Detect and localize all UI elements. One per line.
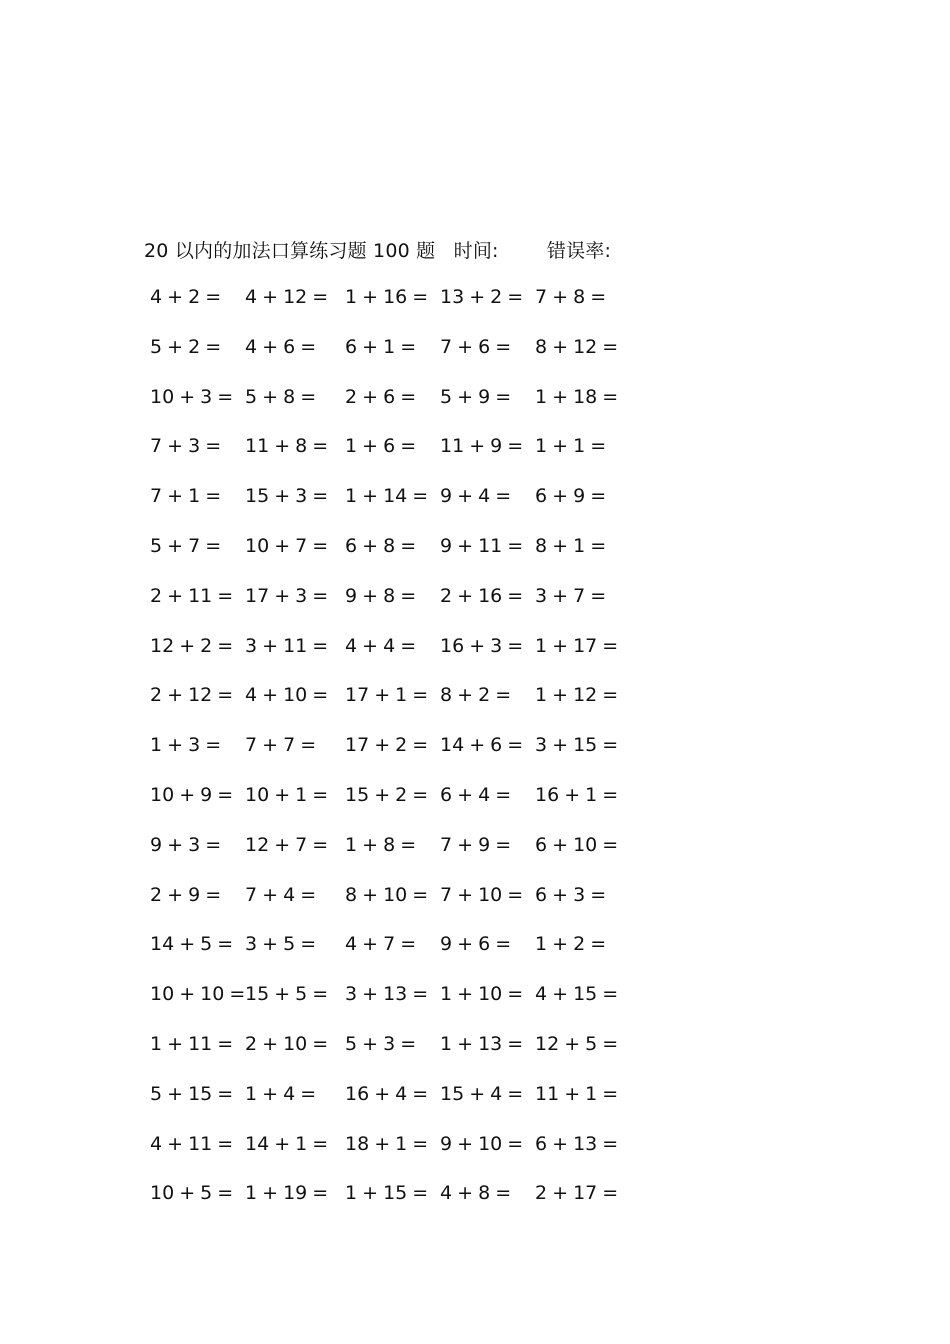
problem-r13-c3: 8 + 10 = (345, 883, 429, 906)
problem-r16-c1: 1 + 11 = (150, 1033, 234, 1055)
problem-r4-c5: 1 + 1 = (535, 435, 607, 458)
problem-r14-c5: 1 + 2 = (535, 933, 607, 956)
problem-r8-c4: 16 + 3 = (440, 634, 524, 657)
problem-r13-c4: 7 + 10 = (440, 883, 524, 906)
problem-r1-c2: 4 + 12 = (245, 286, 329, 308)
problem-r17-c4: 15 + 4 = (440, 1082, 524, 1105)
problem-r10-c1: 1 + 3 = (150, 734, 222, 757)
problem-r19-c2: 1 + 19 = (245, 1182, 329, 1205)
problem-r4-c1: 7 + 3 = (150, 435, 222, 458)
problem-r5-c1: 7 + 1 = (150, 485, 222, 508)
problem-r19-c3: 1 + 15 = (345, 1182, 429, 1205)
problem-r11-c4: 6 + 4 = (440, 784, 512, 806)
problem-r1-c5: 7 + 8 = (535, 286, 607, 308)
problem-r10-c5: 3 + 15 = (535, 734, 619, 757)
problem-r16-c2: 2 + 10 = (245, 1033, 329, 1055)
problem-r18-c2: 14 + 1 = (245, 1132, 329, 1155)
problem-r12-c1: 9 + 3 = (150, 833, 222, 856)
problem-r14-c2: 3 + 5 = (245, 933, 317, 956)
problem-r4-c4: 11 + 9 = (440, 435, 524, 458)
problem-r3-c5: 1 + 18 = (535, 385, 619, 408)
problem-r4-c3: 1 + 6 = (345, 435, 417, 458)
problem-r6-c4: 9 + 11 = (440, 535, 524, 557)
problem-r11-c3: 15 + 2 = (345, 784, 429, 806)
problem-r5-c4: 9 + 4 = (440, 485, 512, 508)
problem-r3-c3: 2 + 6 = (345, 385, 417, 408)
problem-r7-c1: 2 + 11 = (150, 584, 234, 607)
problem-r15-c3: 3 + 13 = (345, 983, 429, 1006)
problem-r2-c5: 8 + 12 = (535, 335, 619, 358)
problem-r18-c4: 9 + 10 = (440, 1132, 524, 1155)
problem-r2-c2: 4 + 6 = (245, 335, 317, 358)
problem-r2-c1: 5 + 2 = (150, 335, 222, 358)
problem-r3-c1: 10 + 3 = (150, 385, 234, 408)
problem-r14-c1: 14 + 5 = (150, 933, 234, 956)
problem-r8-c5: 1 + 17 = (535, 634, 619, 657)
problem-r12-c5: 6 + 10 = (535, 833, 619, 856)
problem-r3-c2: 5 + 8 = (245, 385, 317, 408)
problem-r5-c3: 1 + 14 = (345, 485, 429, 508)
problem-r5-c2: 15 + 3 = (245, 485, 329, 508)
problem-r15-c1: 10 + 10 = (150, 983, 246, 1006)
problem-r3-c4: 5 + 9 = (440, 385, 512, 408)
problem-r17-c1: 5 + 15 = (150, 1082, 234, 1105)
problem-r10-c2: 7 + 7 = (245, 734, 317, 757)
problem-r14-c4: 9 + 6 = (440, 933, 512, 956)
problem-r15-c4: 1 + 10 = (440, 983, 524, 1006)
worksheet-header (144, 236, 611, 263)
problem-r2-c3: 6 + 1 = (345, 335, 417, 358)
problem-r6-c3: 6 + 8 = (345, 535, 417, 557)
problem-r5-c5: 6 + 9 = (535, 485, 607, 508)
problem-r4-c2: 11 + 8 = (245, 435, 329, 458)
problem-r6-c2: 10 + 7 = (245, 535, 329, 557)
problem-r19-c5: 2 + 17 = (535, 1182, 619, 1205)
problem-r6-c1: 5 + 7 = (150, 535, 222, 557)
problem-r10-c4: 14 + 6 = (440, 734, 524, 757)
problem-r15-c5: 4 + 15 = (535, 983, 619, 1006)
problem-r6-c5: 8 + 1 = (535, 535, 607, 557)
problem-r7-c2: 17 + 3 = (245, 584, 329, 607)
problem-r18-c1: 4 + 11 = (150, 1132, 234, 1155)
problem-r13-c2: 7 + 4 = (245, 883, 317, 906)
problem-r8-c3: 4 + 4 = (345, 634, 417, 657)
error-rate-label: 错误率: (546, 240, 612, 262)
problem-r17-c2: 1 + 4 = (245, 1082, 317, 1105)
problem-r16-c4: 1 + 13 = (440, 1033, 524, 1055)
problem-r12-c4: 7 + 9 = (440, 833, 512, 856)
problem-r17-c3: 16 + 4 = (345, 1082, 429, 1105)
problem-r1-c3: 1 + 16 = (345, 286, 429, 308)
problem-r1-c4: 13 + 2 = (440, 286, 524, 308)
worksheet-title: 20 以内的加法口算练习题 100 题 (144, 240, 436, 262)
problem-r8-c2: 3 + 11 = (245, 634, 329, 657)
problem-r13-c1: 2 + 9 = (150, 883, 222, 906)
problem-r7-c5: 3 + 7 = (535, 584, 607, 607)
problem-r9-c4: 8 + 2 = (440, 684, 512, 707)
problem-r16-c3: 5 + 3 = (345, 1033, 417, 1055)
problem-r8-c1: 12 + 2 = (150, 634, 234, 657)
problem-r19-c4: 4 + 8 = (440, 1182, 512, 1205)
problem-r12-c2: 12 + 7 = (245, 833, 329, 856)
problem-r2-c4: 7 + 6 = (440, 335, 512, 358)
problem-r13-c5: 6 + 3 = (535, 883, 607, 906)
problem-r9-c3: 17 + 1 = (345, 684, 429, 707)
problem-r11-c1: 10 + 9 = (150, 784, 234, 806)
problem-r7-c3: 9 + 8 = (345, 584, 417, 607)
problem-r11-c2: 10 + 1 = (245, 784, 329, 806)
problem-r16-c5: 12 + 5 = (535, 1033, 619, 1055)
problem-r15-c2: 15 + 5 = (245, 983, 329, 1006)
problem-r18-c5: 6 + 13 = (535, 1132, 619, 1155)
problem-r7-c4: 2 + 16 = (440, 584, 524, 607)
problem-r14-c3: 4 + 7 = (345, 933, 417, 956)
problem-r9-c5: 1 + 12 = (535, 684, 619, 707)
problem-r19-c1: 10 + 5 = (150, 1182, 234, 1205)
problem-r18-c3: 18 + 1 = (345, 1132, 429, 1155)
problem-r9-c2: 4 + 10 = (245, 684, 329, 707)
problem-r1-c1: 4 + 2 = (150, 286, 222, 308)
problem-r11-c5: 16 + 1 = (535, 784, 619, 806)
problem-r12-c3: 1 + 8 = (345, 833, 417, 856)
problem-r9-c1: 2 + 12 = (150, 684, 234, 707)
time-label: 时间: (453, 240, 499, 262)
problem-r10-c3: 17 + 2 = (345, 734, 429, 757)
problem-r17-c5: 11 + 1 = (535, 1082, 619, 1105)
